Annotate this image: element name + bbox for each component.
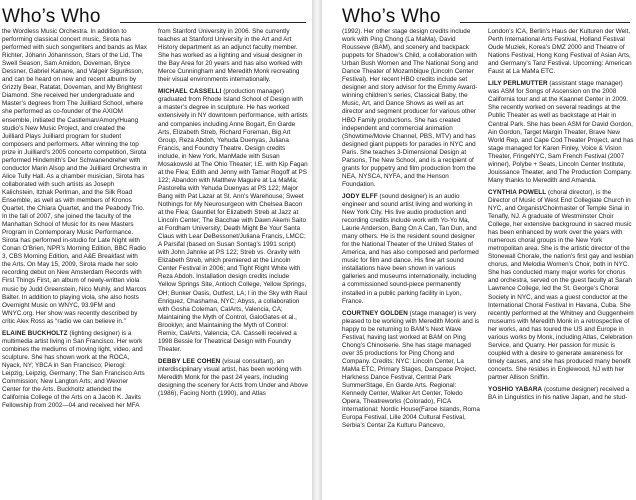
bio-text: (production manager) graduated from Rhode Island School of Design with a master’s degree in sculpture. He has worked extensively in NY downtown performance, with artists and companies including Anne Bogart, En Garde Arts, Elizabeth Streb, Richard Foreman, Big Art Group, Reza Abdoh, Yehuda Duenyas, Juliana Francis, and Foundry Theatre. Design credits include, in New York, ManMade with Susan Mosakowski at The Ohio Theater; I.E. with Kip Fagan at the Flea; Edith and Jenny with Tamar Rogoff at PS 122; Abandon with Matthew Maguire at La MaMa; Pastorella with Yehuda Duenyas at PS 122; Major Bang with Pat Lazar at St. Ann’s Warehouse; Sweet Nothings for My Neurosurgeon with Chelsea Bacon at the Flea; Gauntlet for Elizabeth Streb at Jazz at Lincoln Center; The Bacchae with Dawn Akemi Saito at Fordham University; Death Might Be Your Santa Claus with Lear DeBessonet/Juliana Francis, LMCC; A Parsifal (based on Susan Sontag’s 1991 script) with John Jahnke at PS 122; Streb vs. Gravity with Elizabeth Streb, which premiered at the Lincoln Center Festival in 2006; and Tight Right White with Reza Abdoh. Installation design credits include Yellow Springs Site, Antioch College, Yellow Springs, OH; Bunker Oasis, Outfest, LA; I in the Sky with Raul Enriquez, Chashama, NYC; Abyss, a collaboration with Gosha Coleman, CalArts, Valencia, CA; Maintaining the Myth of Control, GaloGates et al., Brooklyn; and Maintaining the Myth of Control: Remix, CalArts, Valencia, CA. Casselli received a 1998 Bessie for Theatrical Design with Foundry Theater. (158, 88, 308, 353)
bio-paragraph (488, 386, 634, 402)
bio-name: JODY ELFF (342, 192, 378, 200)
left-page (0, 0, 312, 500)
page-title: Who’s Who (342, 6, 441, 27)
bio-paragraph (158, 358, 308, 398)
bio-text: from Stanford University in 2006. She currently teaches at Stanford University in the Art and Art History department as an adjunct faculty member. She has worked as a lighting and visual designer in the Bay Area for 20 years and has also worked with Merce Cunningham and Meredith Monk recreating their visual environments internationally. (158, 28, 303, 84)
title-rule (120, 22, 306, 23)
bio-paragraph (488, 28, 634, 76)
bio-paragraph (158, 88, 308, 354)
bio-name: COURTNEY GOLDEN (342, 309, 408, 317)
bio-text: the Wordless Music Orchestra. In addition to performing classical concert music, Sirota has performed with such songwriters and bands as Max Richter, Jóhann Jóhannsson, Stars of the Lid, The Swell Season, Sam Amidon, Doveman, Bryce Dessner, Gabriel Kahane, and Valgeir Sigurðsson, and can be heard on new and recent albums by Grizzly Bear, Ratatat, Doveman, and My Brightest Diamond. She received her undergraduate and Master’s degrees from The Juilliard School, where she performed as co-founder of the AXIOM ensemble, initiated the Castleman/Amory/Huang studio’s New Music Project, and created the Juilliard Plays Juilliard program for student composers and performers. After winning the top prize in Juilliard’s 2005 concerto competition, Sirota performed Hindemith’s Der Schwanendreher with conductor Marin Alsop and the Juilliard Orchestra in Alice Tully Hall. As a chamber musician, Sirota has collaborated with such artists as Joseph Kalichstein, Itzhak Perlman, and the Silk Road Ensemble, as well as with members of Kronos Quartet, the Chiara Quartet, and the Peabody Trio. In the fall of 2007, she joined the faculty of the Manhattan School of Music for its new Masters Program in Contemporary Music Performance. Sirota has performed in-studio for Late Night with Conan O’Brien, NPR’s Morning Edition, BBC Radio 3, CBS Morning Edition, and A&E Breakfast with the Arts. On May 15, 2009, Sirota made her solo recording debut on New Amsterdam Records with First Things First, an album of newly-written viola music by Judd Greenstein, Nico Muhly, and Marcos Balter. In addition to playing viola, she also hosts Overnight Music on WNYC, 93.9FM and WNYC.org. Her show was recently described by critic Alex Ross as “radio we can believe in.” (2, 28, 148, 325)
bio-text: (visual consultant), an interdisciplinary visual artist, has been working with Meredith Monk for the past 24 years, including designing the scenery for Acts from Under and Above (1986), Facing North (1990), and Atlas (158, 357, 308, 398)
bio-name: YOSHIO YABARA (488, 386, 543, 394)
page-gutter (312, 0, 322, 500)
bio-name: DEBBY LEE COHEN (158, 357, 221, 365)
text-column-2 (488, 28, 634, 406)
bio-text: (1992). Her other stage design credits include work with Ping Chong (La MaMa), David Rousseve (BAM), and scenery and backpack puppets for Shadow’s Child, a collaboration with Urban Bush Women and The National Song and Dance Theater of Mozambique (Lincoln Center Festival). Her recent HBO credits include set designer and story advisor for the Emmy Award-winning children’s series, Classical Baby, the Music, Art, and Dance Shows as well as art director and segment producer for various other HBO Family productions. She has created independent and commercial animation (Showtime/Movie Channel, PBS, MTV) and has designed giant puppets for parades in NYC and Paris. She teaches 3-Dimensional Design at Parsons, The New School, and is a recipient of grants for puppetry and film production from the NEA, NYSCA, NYFA, and the Henson Foundation. (342, 28, 478, 188)
bio-text: (sound designer) is an audio engineer and sound artist living and working in New York City. His live audio production and recording credits include work with Yo-Yo Ma, Laurie Anderson, Bang On A Can, Tan Dun, and many others. He is the resident sound designer for the National Theater of the United States of America, and has also composed and performed music for film and dance. His fine art sound installations have been shown in various galleries and museums internationally, including a commissioned sound-piece permanently installed in a public parking facility in Lyon, France. (342, 192, 479, 305)
bio-name: MICHAEL CASSELLI (158, 88, 222, 96)
bio-name: CYNTHIA POWELL (488, 188, 547, 196)
page-title: Who’s Who (2, 6, 101, 27)
bio-text: (choral director), is the Director of Music of West End Collegiate Church in NYC, and Organist/Choirmaster of Temple Sinai in Tenafly, NJ. A graduate of Westminster Choir College, her extensive background in sacred music has been enhanced by work over the years with numerous choral groups in the New York metropolitan area. She is the artistic director of the Stonewall Chorale, the nation’s first gay and lesbian chorus, and Melodia Women’s Choir, both in NYC. She has conducted many major works for chorus and orchestra, served on the guest faculty at Sarah Lawrence College, led the St. George’s Choral Society in NYC, and was a guest conductor at the International Choral Festival in Havana, Cuba. She recently performed at the Whitney and Guggenheim museums with Meredith Monk in a retrospective of her works, and has toured the US and Europe in various works by Monk, including Atlas, Celebration Service, and Quarry. Her passion for music is coupled with a desire to generate awareness for timely causes, and she has produced many benefit concerts. She resides in Englewood, NJ with her partner Allison Sniffin. (488, 188, 634, 381)
bio-paragraph (2, 330, 148, 410)
bio-text: (lighting designer) is a multimedia artist living in San Francisco. Her work combines the mediums of moving light, video, and sculpture. She has shown work at the ROCA, Nyack, NY; YBCA in San Francisco; Pierogi: Leipzig, Leipzig, Germany; The San Francisco Arts Commission; New Langton Arts; and Wexner Center for the Arts. Buckholtz attended the California College of the Arts on a Jacob K. Javits Fellowship from 2002—04 and received her MFA (2, 329, 145, 410)
bio-text: (stage manager) is very pleased to be working with Meredith Monk and is happy to be returning to BAM’s Next Wave Festival, having last worked at BAM on Ping Chong’s Chinoiserie. She has stage managed over 35 productions for Ping Chong and Company. Credits: NYC: Lincoln Center, La MaMa ETC, Primary Stages, Danspace Project, Harkness Dance Festival, Central Park SummerStage, En Garde Arts. Regional: Kennedy Center, Walker Art Center, Toledo Opera, Theatreworks (Colorado), FICA International: Nordic House(Faroe Islands, Roma Europa Festival, Lille 2004 Cultural Festival, Serbia’s Centar Za Kulturu Pancevo, (342, 309, 480, 430)
title-rule (460, 22, 630, 23)
bio-paragraph (488, 189, 634, 382)
bio-text: London’s ICA, Berlin’s Haus der Kulturen der Welt, Perth International Arts Festival, Holland Festival Oude Muziek, Korea’s DMZ 2000 and Theatre of Nations Festival, Hong Kong Festival of Asian Arts, and Germany’s Tanz Festival. Upcoming: American Faust at La MaMa ETC. (488, 28, 632, 76)
text-column-1 (342, 28, 480, 434)
text-column-1 (2, 28, 148, 414)
bio-paragraph (2, 28, 148, 326)
bio-name: LILY PERLMUTTER (488, 80, 548, 88)
bio-paragraph (342, 193, 480, 306)
bio-name: ELAINE BUCKHOLTZ (2, 329, 68, 337)
text-column-2 (158, 28, 308, 402)
right-page (322, 0, 636, 500)
bio-paragraph (488, 80, 634, 185)
bio-text: (assistant stage manager) was ASM for Songs of Ascension on the 2008 California tour and at the Kaannet Center in 2009. She recently worked on several readings at the Public Theater as well as backstage at Hair in Central Park. She has been ASM for David Gordon, Ain Gordon, Target Margin Theater, Brave New World Rep, and Cape Cod Theater Project, and has stage managed for Karen Finley, Voice & Vision Theater, FringeNYC, Sam French Festival (2007 winner), Polybe + Seats, Lincoln Center Institute, Jouissance Theater, and The Production Company. Many thanks to Meredith and Amanda. (488, 80, 634, 184)
bio-paragraph (158, 28, 308, 84)
bio-paragraph (342, 28, 480, 189)
bio-text: (costume designer) received a BA in Linguistics in his native Japan, and he stud- (488, 386, 630, 402)
bio-paragraph (342, 310, 480, 431)
